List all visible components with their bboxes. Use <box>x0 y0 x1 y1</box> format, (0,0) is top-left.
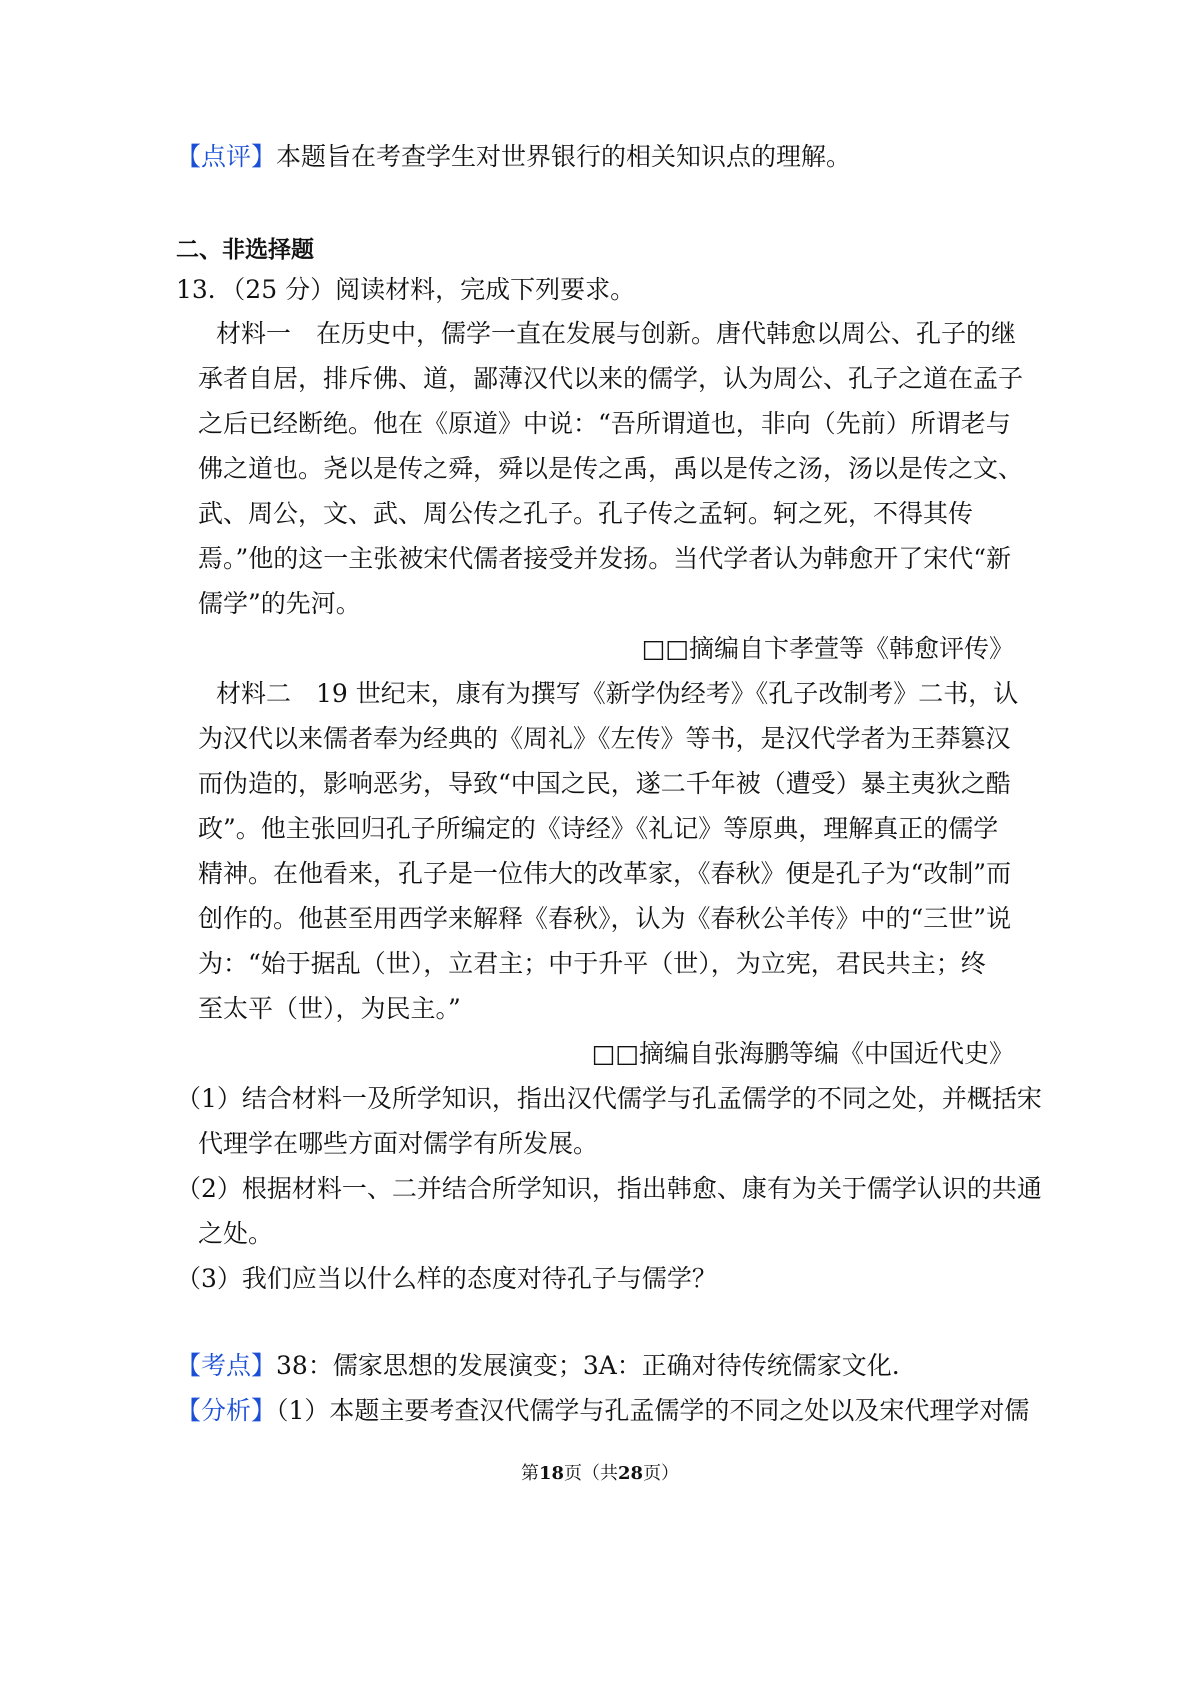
sub-question-line: （2）根据材料一、二并结合所学知识，指出韩愈、康有为关于儒学认识的共通 <box>176 1174 1042 1203</box>
kaodian-line <box>176 1350 900 1382</box>
material-1-line: 佛之道也。尧以是传之舜，舜以是传之禹，禹以是传之汤，汤以是传之文、 <box>198 454 1024 483</box>
material-1-line: 之后已经断绝。他在《原道》中说：“吾所谓道也，非向（先前）所谓老与 <box>198 409 1011 438</box>
material-1-line: 儒学”的先河。 <box>198 589 361 618</box>
page-footer <box>0 1462 1200 1486</box>
sub-question-line: （1）结合材料一及所学知识，指出汉代儒学与孔孟儒学的不同之处，并概括宋 <box>176 1084 1042 1113</box>
material-1-line: 材料一 在历史中，儒学一直在发展与创新。唐代韩愈以周公、孔子的继 <box>216 319 1017 348</box>
material-2-line: 精神。在他看来，孔子是一位伟大的改革家，《春秋》便是孔子为“改制”而 <box>198 859 1012 888</box>
comment-text: 本题旨在考查学生对世界银行的相关知识点的理解。 <box>276 142 852 171</box>
fenxi-tag: 【分析】 <box>176 1396 277 1425</box>
material-2-line: 为：“始于据乱（世），立君主；中于升平（世），为立宪，君民共主；终 <box>198 949 986 978</box>
kaodian-text: 38：儒家思想的发展演变；3A：正确对待传统儒家文化. <box>276 1351 900 1380</box>
fenxi-text: （1）本题主要考查汉代儒学与孔孟儒学的不同之处以及宋代理学对儒 <box>276 1396 1030 1425</box>
comment-line <box>176 141 851 173</box>
question-header: 13．（25 分）阅读材料，完成下列要求。 <box>176 275 636 304</box>
material-2-line: 政”。他主张回归孔子所编定的《诗经》《礼记》等原典，理解真正的儒学 <box>198 814 999 843</box>
fenxi-line <box>176 1395 1029 1427</box>
material-2-line: 而伪造的，影响恶劣，导致“中国之民，遂二千年被（遭受）暴主夷狄之酷 <box>198 769 1011 798</box>
footer-prefix: 第 <box>520 1463 539 1484</box>
footer-suffix: 页） <box>643 1463 680 1484</box>
section-title: 二、非选择题 <box>176 237 314 263</box>
kaodian-tag: 【考点】 <box>176 1351 277 1380</box>
material-2-source: □□摘编自张海鹏等编《中国近代史》 <box>591 1039 1014 1068</box>
material-2-line: 创作的。他甚至用西学来解释《春秋》，认为《春秋公羊传》中的“三世”说 <box>198 904 1012 933</box>
material-1-source: □□摘编自卞孝萱等《韩愈评传》 <box>641 634 1014 663</box>
sub-question-line: 代理学在哪些方面对儒学有所发展。 <box>198 1129 599 1158</box>
footer-page-number: 18 <box>538 1463 564 1484</box>
material-2-line: 为汉代以来儒者奉为经典的《周礼》《左传》等书，是汉代学者为王莽篡汉 <box>198 724 1011 753</box>
material-1-line: 焉。”他的这一主张被宋代儒者接受并发扬。当代学者认为韩愈开了宋代“新 <box>198 544 1012 573</box>
material-2-line: 至太平（世），为民主。” <box>198 994 461 1023</box>
footer-middle: 页（共 <box>564 1463 618 1484</box>
sub-question-line: （3）我们应当以什么样的态度对待孔子与儒学？ <box>176 1264 717 1293</box>
footer-total-pages: 28 <box>618 1463 644 1484</box>
material-1-line: 承者自居，排斥佛、道，鄙薄汉代以来的儒学，认为周公、孔子之道在孟子 <box>198 364 1024 393</box>
material-2-line: 材料二 19 世纪末，康有为撰写《新学伪经考》《孔子改制考》二书，认 <box>216 679 1019 708</box>
material-1-line: 武、周公，文、武、周公传之孔子。孔子传之孟轲。轲之死，不得其传 <box>198 499 974 528</box>
comment-tag: 【点评】 <box>176 142 277 171</box>
sub-question-line: 之处。 <box>198 1219 274 1248</box>
